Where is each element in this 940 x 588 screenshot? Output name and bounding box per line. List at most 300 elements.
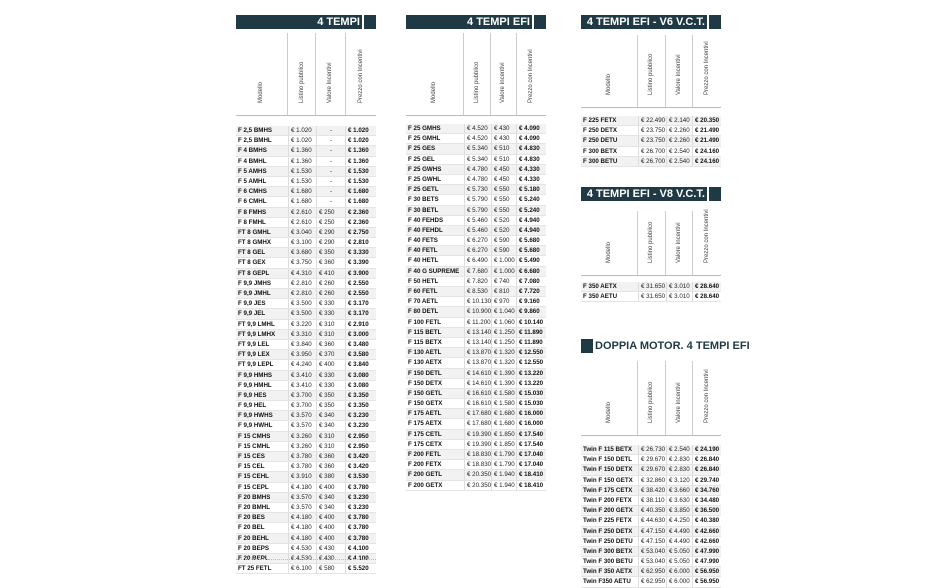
cell-model: F 2,5 BMHS (238, 127, 273, 134)
table-title: 4 TEMPI EFI - V6 V.C.T. (586, 16, 705, 28)
cell-net-price: € 26.840 (692, 455, 721, 464)
table-row (406, 389, 546, 399)
cell-model: F 9,9 JMHS (238, 279, 272, 287)
table-row (406, 419, 546, 429)
cell-incentive: € 3.010 (666, 282, 692, 291)
cell-model: F 20 BEL (238, 524, 265, 532)
cell-model: F 8 FMHL (238, 218, 266, 226)
table-row (236, 442, 376, 452)
cell-model: F 200 GETX (408, 481, 443, 489)
cell-model: Twin F 200 FETX (583, 496, 632, 504)
cell-list-price: € 3.570 (288, 493, 316, 502)
table-header (581, 187, 721, 201)
table-row (236, 330, 376, 340)
table-rows (581, 445, 721, 588)
cell-incentive: € 430 (491, 134, 516, 143)
cell-list-price: € 4.240 (288, 360, 316, 369)
cell-net-price: € 16.000 (516, 419, 546, 428)
cell-incentive: € 1.940 (491, 470, 516, 479)
cell-list-price: € 4.310 (288, 269, 316, 278)
table-row (236, 299, 376, 309)
cell-incentive: - (316, 177, 345, 186)
cell-model: F 70 AETL (408, 298, 439, 306)
table-row (236, 279, 376, 289)
cell-list-price: € 23.750 (638, 136, 666, 145)
cell-net-price: € 4.090 (516, 134, 546, 143)
cell-net-price: € 34.480 (692, 496, 721, 505)
cell-model: F 300 BETU (583, 157, 618, 165)
table-row (236, 493, 376, 503)
table-row (406, 236, 546, 246)
cell-net-price: € 17.540 (516, 430, 546, 439)
cell-list-price: € 10.900 (464, 307, 491, 316)
cell-list-price: € 18.830 (464, 460, 491, 469)
cell-incentive: € 3.660 (666, 486, 692, 495)
cell-net-price: € 5.680 (516, 246, 546, 255)
cell-net-price: € 42.660 (692, 527, 721, 536)
cell-list-price: € 23.750 (638, 126, 666, 135)
cell-net-price: € 24.160 (692, 157, 721, 166)
cell-net-price: € 2.950 (345, 442, 376, 451)
cell-net-price: € 20.350 (692, 116, 721, 125)
cell-model: Twin F 175 CETX (583, 486, 633, 494)
cell-incentive: € 1.320 (491, 348, 516, 357)
cell-incentive: € 310 (316, 432, 345, 441)
cell-model: F 350 AETX (583, 283, 617, 290)
table-row (236, 503, 376, 513)
table-row (406, 297, 546, 307)
table-row (581, 136, 721, 146)
table-row (236, 238, 376, 248)
cell-list-price: € 3.700 (288, 401, 316, 410)
table-row (406, 440, 546, 450)
table-row (406, 450, 546, 460)
cell-list-price: € 10.130 (464, 297, 491, 306)
col-model: Modello (431, 81, 438, 103)
table-row (406, 175, 546, 185)
cell-net-price: € 3.580 (345, 350, 376, 359)
table-row (236, 381, 376, 391)
cell-model: F 9,9 HMHS (238, 371, 273, 379)
cell-model: F 6 CMHS (238, 188, 267, 196)
cell-net-price: € 1.020 (345, 126, 376, 135)
table-title: 4 TEMPI (317, 16, 360, 28)
cell-net-price: € 5.240 (516, 206, 546, 215)
table-row (581, 516, 721, 526)
cell-incentive: € 1.000 (491, 267, 516, 276)
cell-net-price: € 10.140 (516, 318, 546, 327)
cell-model: F 250 DETU (583, 137, 618, 145)
cell-list-price: € 3.910 (288, 472, 316, 481)
table-row (406, 307, 546, 317)
cell-incentive: - (316, 146, 345, 155)
cell-list-price: € 1.360 (288, 146, 316, 155)
cell-model: F 9,9 HWHL (238, 422, 273, 430)
cell-net-price: € 47.990 (692, 557, 721, 566)
cell-incentive: € 5.050 (666, 557, 692, 566)
cell-incentive: € 550 (491, 206, 516, 215)
cell-net-price: € 3.350 (345, 391, 376, 400)
cell-net-price: € 6.680 (516, 267, 546, 276)
cell-list-price: € 19.390 (464, 430, 491, 439)
cell-net-price: € 5.490 (516, 256, 546, 265)
cell-list-price: € 4.180 (288, 534, 316, 543)
cell-list-price: € 4.180 (288, 483, 316, 492)
table-row (236, 391, 376, 401)
cell-model: F 4 BMHL (238, 157, 267, 165)
cell-incentive: € 360 (316, 258, 345, 267)
cell-list-price: € 5.340 (464, 155, 491, 164)
cell-net-price: € 3.780 (345, 483, 376, 492)
cell-list-price: € 4.780 (464, 165, 491, 174)
cell-model: F 80 DETL (408, 308, 439, 316)
cell-incentive: € 340 (316, 421, 345, 430)
cell-list-price: € 8.530 (464, 287, 491, 296)
cell-incentive: € 350 (316, 401, 345, 410)
cell-incentive: € 260 (316, 289, 345, 298)
table-row (236, 340, 376, 350)
cell-incentive: € 5.050 (666, 547, 692, 556)
cell-model: F 20 BEPS (238, 544, 269, 552)
cell-net-price: € 40.380 (692, 516, 721, 525)
cell-incentive: € 1.000 (491, 256, 516, 265)
cell-net-price: € 3.480 (345, 340, 376, 349)
cell-net-price: € 5.520 (345, 564, 376, 573)
table-row (406, 379, 546, 389)
cell-incentive: - (316, 197, 345, 206)
cell-incentive: € 400 (316, 534, 345, 543)
cell-net-price: € 1.530 (345, 177, 376, 186)
cell-incentive: € 1.250 (491, 338, 516, 347)
cell-net-price: € 17.040 (516, 460, 546, 469)
col-incentive: Valore Incentivi (675, 222, 682, 263)
cell-incentive: € 410 (316, 269, 345, 278)
cell-incentive: € 400 (316, 360, 345, 369)
table-row (236, 411, 376, 421)
cell-net-price: € 7.080 (516, 277, 546, 286)
table-row (236, 421, 376, 431)
cell-model: Twin F 300 BETX (583, 547, 633, 555)
cell-incentive: € 2.540 (666, 445, 692, 454)
cell-list-price: € 5.730 (464, 185, 491, 194)
table-row (581, 486, 721, 496)
cell-list-price: € 1.020 (288, 126, 316, 135)
cell-incentive: € 1.060 (491, 318, 516, 327)
cell-model: F 40 FEHDS (408, 216, 444, 224)
cell-net-price: € 29.740 (692, 476, 721, 485)
cell-incentive: € 340 (316, 411, 345, 420)
column-headers (581, 35, 721, 108)
table-row (406, 216, 546, 226)
cell-model: F 150 DETL (408, 369, 442, 377)
table-row (236, 432, 376, 442)
cell-model: F 350 AETU (583, 293, 618, 301)
cell-list-price: € 14.610 (464, 369, 491, 378)
cell-list-price: € 20.350 (464, 470, 491, 479)
price-table-v6-vct (581, 15, 721, 167)
cell-incentive: € 1.040 (491, 307, 516, 316)
col-net-price: Prezzo con Incentivi (703, 41, 710, 95)
cell-model: F 175 CETL (408, 430, 442, 438)
cell-net-price: € 3.350 (345, 401, 376, 410)
cell-net-price: € 11.890 (516, 338, 546, 347)
cell-incentive: € 260 (316, 279, 345, 288)
table-row (236, 197, 376, 207)
cell-list-price: € 47.150 (638, 537, 666, 546)
cell-list-price: € 3.780 (288, 462, 316, 471)
cell-incentive: - (316, 167, 345, 176)
cell-list-price: € 7.680 (464, 267, 491, 276)
cell-net-price: € 2.360 (345, 218, 376, 227)
cell-list-price: € 13.870 (464, 358, 491, 367)
cell-model: F 25 GWHL (408, 175, 442, 183)
cell-net-price: € 5.680 (516, 236, 546, 245)
cell-incentive: - (316, 136, 345, 145)
cell-list-price: € 5.460 (464, 216, 491, 225)
table-row (581, 292, 721, 302)
cell-model: Twin F 350 AETX (583, 568, 633, 576)
table-row (406, 256, 546, 266)
cell-list-price: € 29.670 (638, 465, 666, 474)
cell-net-price: € 4.940 (516, 216, 546, 225)
cell-list-price: € 38.420 (638, 486, 666, 495)
cell-model: F 200 GETL (408, 471, 443, 479)
cell-net-price: € 3.420 (345, 462, 376, 471)
cell-incentive: € 2.260 (666, 126, 692, 135)
cell-list-price: € 3.410 (288, 371, 316, 380)
cell-incentive: € 590 (491, 246, 516, 255)
cell-incentive: € 4.490 (666, 527, 692, 536)
cell-incentive: € 520 (491, 226, 516, 235)
cell-incentive: € 4.250 (666, 516, 692, 525)
cell-list-price: € 3.310 (288, 330, 316, 339)
table-rows (581, 282, 721, 302)
cell-model: F 200 FETX (408, 461, 442, 469)
cell-list-price: € 3.040 (288, 228, 316, 237)
cell-incentive: € 330 (316, 309, 345, 318)
cell-incentive: € 1.250 (491, 328, 516, 337)
cell-model: FT 9,9 LEPL (238, 361, 274, 369)
table-title: DOPPIA MOTOR. 4 TEMPI EFI (595, 340, 750, 352)
cell-incentive: € 740 (491, 277, 516, 286)
cell-list-price: € 17.680 (464, 409, 491, 418)
cell-list-price: € 3.750 (288, 258, 316, 267)
cell-model: F 25 GES (408, 145, 436, 153)
cell-net-price: € 13.220 (516, 369, 546, 378)
cell-net-price: € 34.760 (692, 486, 721, 495)
cell-net-price: € 3.170 (345, 309, 376, 318)
table-row (406, 481, 546, 491)
cell-list-price: € 47.150 (638, 527, 666, 536)
cell-net-price: € 13.220 (516, 379, 546, 388)
cell-net-price: € 21.490 (692, 136, 721, 145)
cell-net-price: € 1.680 (345, 187, 376, 196)
cell-incentive: € 1.680 (491, 419, 516, 428)
table-row (236, 187, 376, 197)
cell-list-price: € 1.020 (288, 136, 316, 145)
cell-incentive: € 360 (316, 462, 345, 471)
cell-model: F 15 CES (238, 453, 265, 460)
cell-list-price: € 3.500 (288, 299, 316, 308)
cell-net-price: € 18.410 (516, 470, 546, 479)
cell-list-price: € 29.670 (638, 455, 666, 464)
table-row (236, 401, 376, 411)
table-row (236, 218, 376, 228)
cell-incentive: € 400 (316, 513, 345, 522)
cell-incentive: € 430 (491, 124, 516, 133)
table-row (406, 430, 546, 440)
cell-net-price: € 11.890 (516, 328, 546, 337)
cell-list-price: € 1.360 (288, 157, 316, 166)
cell-net-price: € 9.860 (516, 307, 546, 316)
table-header (581, 339, 750, 353)
table-row (406, 318, 546, 328)
cell-incentive: € 1.390 (491, 369, 516, 378)
cell-incentive: € 3.630 (666, 496, 692, 505)
cell-list-price: € 3.260 (288, 432, 316, 441)
table-row (581, 455, 721, 465)
table-row (581, 567, 721, 577)
cell-model: F 30 BETS (408, 196, 439, 204)
cell-net-price: € 1.530 (345, 167, 376, 176)
table-row (581, 445, 721, 455)
cell-model: FT 9,9 LMHL (238, 320, 275, 328)
cell-model: Twin F 225 FETX (583, 517, 632, 525)
table-row (236, 350, 376, 360)
cell-list-price: € 4.530 (288, 554, 316, 563)
table-row (581, 116, 721, 126)
table-row (406, 185, 546, 195)
cell-list-price: € 3.570 (288, 503, 316, 512)
cell-incentive: € 250 (316, 208, 345, 217)
col-model: Modello (258, 81, 265, 103)
cell-net-price: € 3.230 (345, 503, 376, 512)
table-row (236, 289, 376, 299)
cell-incentive: € 2.540 (666, 147, 692, 156)
cell-net-price: € 17.040 (516, 450, 546, 459)
table-row (406, 124, 546, 134)
cell-model: F 9,9 HEL (238, 402, 267, 410)
cell-list-price: € 18.830 (464, 450, 491, 459)
cell-list-price: € 5.460 (464, 226, 491, 235)
cell-net-price: € 2.550 (345, 289, 376, 298)
cell-net-price: € 17.540 (516, 440, 546, 449)
table-row (406, 348, 546, 358)
cell-net-price: € 56.950 (692, 567, 721, 576)
cell-model: F 150 GETX (408, 400, 443, 408)
col-net-price: Prezzo con Incentivi (703, 369, 710, 423)
cell-model: F 175 CETX (408, 440, 443, 448)
cell-incentive: € 4.490 (666, 537, 692, 546)
cell-list-price: € 26.700 (638, 147, 666, 156)
table-row (581, 506, 721, 516)
cell-net-price: € 4.090 (516, 124, 546, 133)
cell-list-price: € 2.810 (288, 289, 316, 298)
table-row (236, 248, 376, 258)
cell-incentive: € 6.000 (666, 577, 692, 586)
table-row (236, 462, 376, 472)
column-headers (406, 33, 546, 116)
table-header (236, 15, 376, 29)
cell-model: F 15 CMHL (238, 442, 270, 450)
table-row (581, 147, 721, 157)
cell-model: F 15 CEHL (238, 473, 269, 481)
cell-incentive: € 1.790 (491, 450, 516, 459)
cell-model: Twin F 150 GETX (583, 476, 633, 484)
cell-list-price: € 26.730 (638, 445, 666, 454)
cell-list-price: € 6.270 (464, 246, 491, 255)
cell-list-price: € 1.530 (288, 167, 316, 176)
table-title: 4 TEMPI EFI - V8 V.C.T. (586, 188, 705, 200)
cell-incentive: € 380 (316, 472, 345, 481)
table-row (406, 338, 546, 348)
cell-net-price: € 21.490 (692, 126, 721, 135)
cell-incentive: € 2.140 (666, 116, 692, 125)
cell-incentive: € 430 (316, 544, 345, 553)
table-row (406, 358, 546, 368)
table-row (581, 157, 721, 167)
header-square (532, 15, 546, 29)
table-title: 4 TEMPI EFI (467, 16, 530, 28)
table-row (236, 146, 376, 156)
cell-list-price: € 38.110 (638, 496, 666, 505)
cell-net-price: € 4.330 (516, 165, 546, 174)
cell-incentive: € 1.580 (491, 399, 516, 408)
col-incentive: Valore Incentivi (675, 54, 682, 95)
cell-model: F 25 GWHS (408, 165, 442, 173)
cell-list-price: € 16.610 (464, 389, 491, 398)
cell-incentive: € 310 (316, 330, 345, 339)
table-row (581, 465, 721, 475)
table-row (581, 126, 721, 136)
cell-net-price: € 7.720 (516, 287, 546, 296)
cell-model: F 9,9 HWHS (238, 412, 273, 420)
cell-list-price: € 5.790 (464, 206, 491, 215)
table-row (406, 246, 546, 256)
table-row (236, 136, 376, 146)
cell-incentive: € 3.010 (666, 292, 692, 301)
price-table-4-tempi-efi (406, 15, 546, 491)
table-row (581, 577, 721, 587)
cell-incentive: € 350 (316, 391, 345, 400)
table-row (581, 496, 721, 506)
cell-model: Twin F 300 BETU (583, 558, 633, 566)
cell-model: F 15 CEPL (238, 483, 269, 491)
cell-incentive: € 340 (316, 503, 345, 512)
cell-incentive: € 330 (316, 381, 345, 390)
cell-model: F 60 FETL (408, 288, 438, 295)
table-row (236, 544, 376, 554)
table-row (236, 534, 376, 544)
col-model: Modello (605, 241, 612, 263)
cell-list-price: € 11.200 (464, 318, 491, 327)
cell-net-price: € 18.410 (516, 481, 546, 490)
cell-net-price: € 1.360 (345, 157, 376, 166)
cell-model: FT 8 GMHL (238, 228, 271, 236)
cell-list-price: € 6.100 (288, 564, 316, 573)
cell-list-price: € 1.530 (288, 177, 316, 186)
cell-model: F 200 FETL (408, 451, 442, 458)
cell-list-price: € 5.790 (464, 195, 491, 204)
cell-net-price: € 42.660 (692, 537, 721, 546)
cell-model: FT 8 GEX (238, 259, 266, 267)
cell-list-price: € 13.140 (464, 338, 491, 347)
cell-net-price: € 4.940 (516, 226, 546, 235)
cell-incentive: € 2.260 (666, 136, 692, 145)
cell-incentive: € 550 (491, 195, 516, 204)
cell-net-price: € 2.360 (345, 208, 376, 217)
cell-model: Twin F 250 DETU (583, 537, 633, 545)
